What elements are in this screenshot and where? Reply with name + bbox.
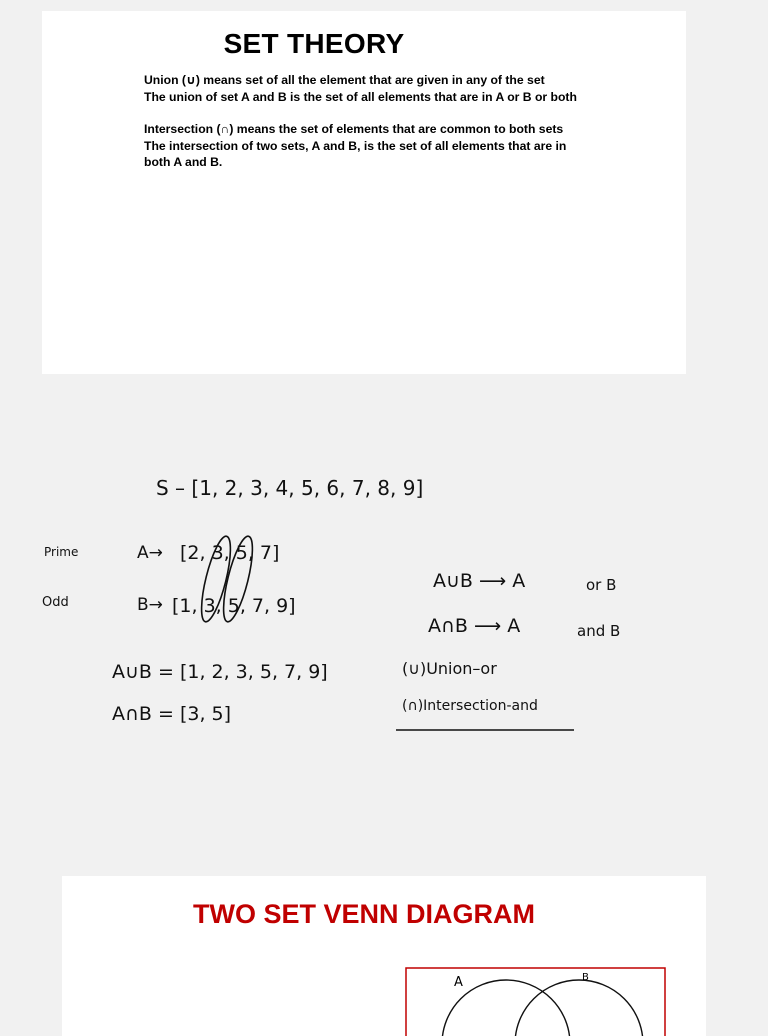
legend-intersection: (∩)Intersection-and (402, 698, 538, 714)
set-a-values: [2, 3, 5, 7] (180, 542, 280, 564)
circle-b (515, 980, 643, 1036)
intersection-rule-lhs: A∩B ⟶ A (428, 615, 521, 637)
set-theory-slide (42, 11, 686, 374)
intersection-rule-rhs: and B (577, 622, 621, 640)
label-b: B (582, 972, 589, 983)
prime-label: Prime (44, 545, 79, 559)
intersection-line-1: Intersection (∩) means the set of elements that are common to both sets (144, 122, 564, 136)
intersection-definition (144, 121, 634, 171)
union-line-2: The union of set A and B is the set of all elements that are in A or B or both (144, 89, 577, 104)
venn-diagram-slide (62, 876, 706, 1036)
intersection-line-3: both A and B. (144, 155, 223, 169)
venn-diagram (62, 876, 706, 1036)
intersection-line-2: The intersection of two sets, A and B, is the set of all elements that are in (144, 138, 567, 153)
union-line-1: Union (∪) means set of all the element that are given in any of the set (144, 73, 545, 87)
slide-title: SET THEORY (223, 28, 405, 59)
venn-title: TWO SET VENN DIAGRAM (193, 899, 535, 929)
universal-set: S – [1, 2, 3, 4, 5, 6, 7, 8, 9] (156, 476, 424, 500)
union-definition (144, 72, 634, 105)
legend-union: (∪)Union–or (402, 659, 497, 678)
union-result: A∪B = [1, 2, 3, 5, 7, 9] (112, 661, 328, 683)
union-rule-lhs: A∪B ⟶ A (433, 570, 526, 592)
union-rule-rhs: or B (586, 576, 617, 594)
handwritten-notes (0, 380, 768, 860)
intersection-result: A∩B = [3, 5] (112, 703, 232, 725)
set-b-values: [1, 3, 5, 7, 9] (172, 595, 296, 617)
odd-label: Odd (42, 595, 69, 610)
set-a-name: A→ (137, 543, 163, 563)
label-a: A (454, 975, 463, 990)
set-b-name: B→ (137, 595, 163, 615)
